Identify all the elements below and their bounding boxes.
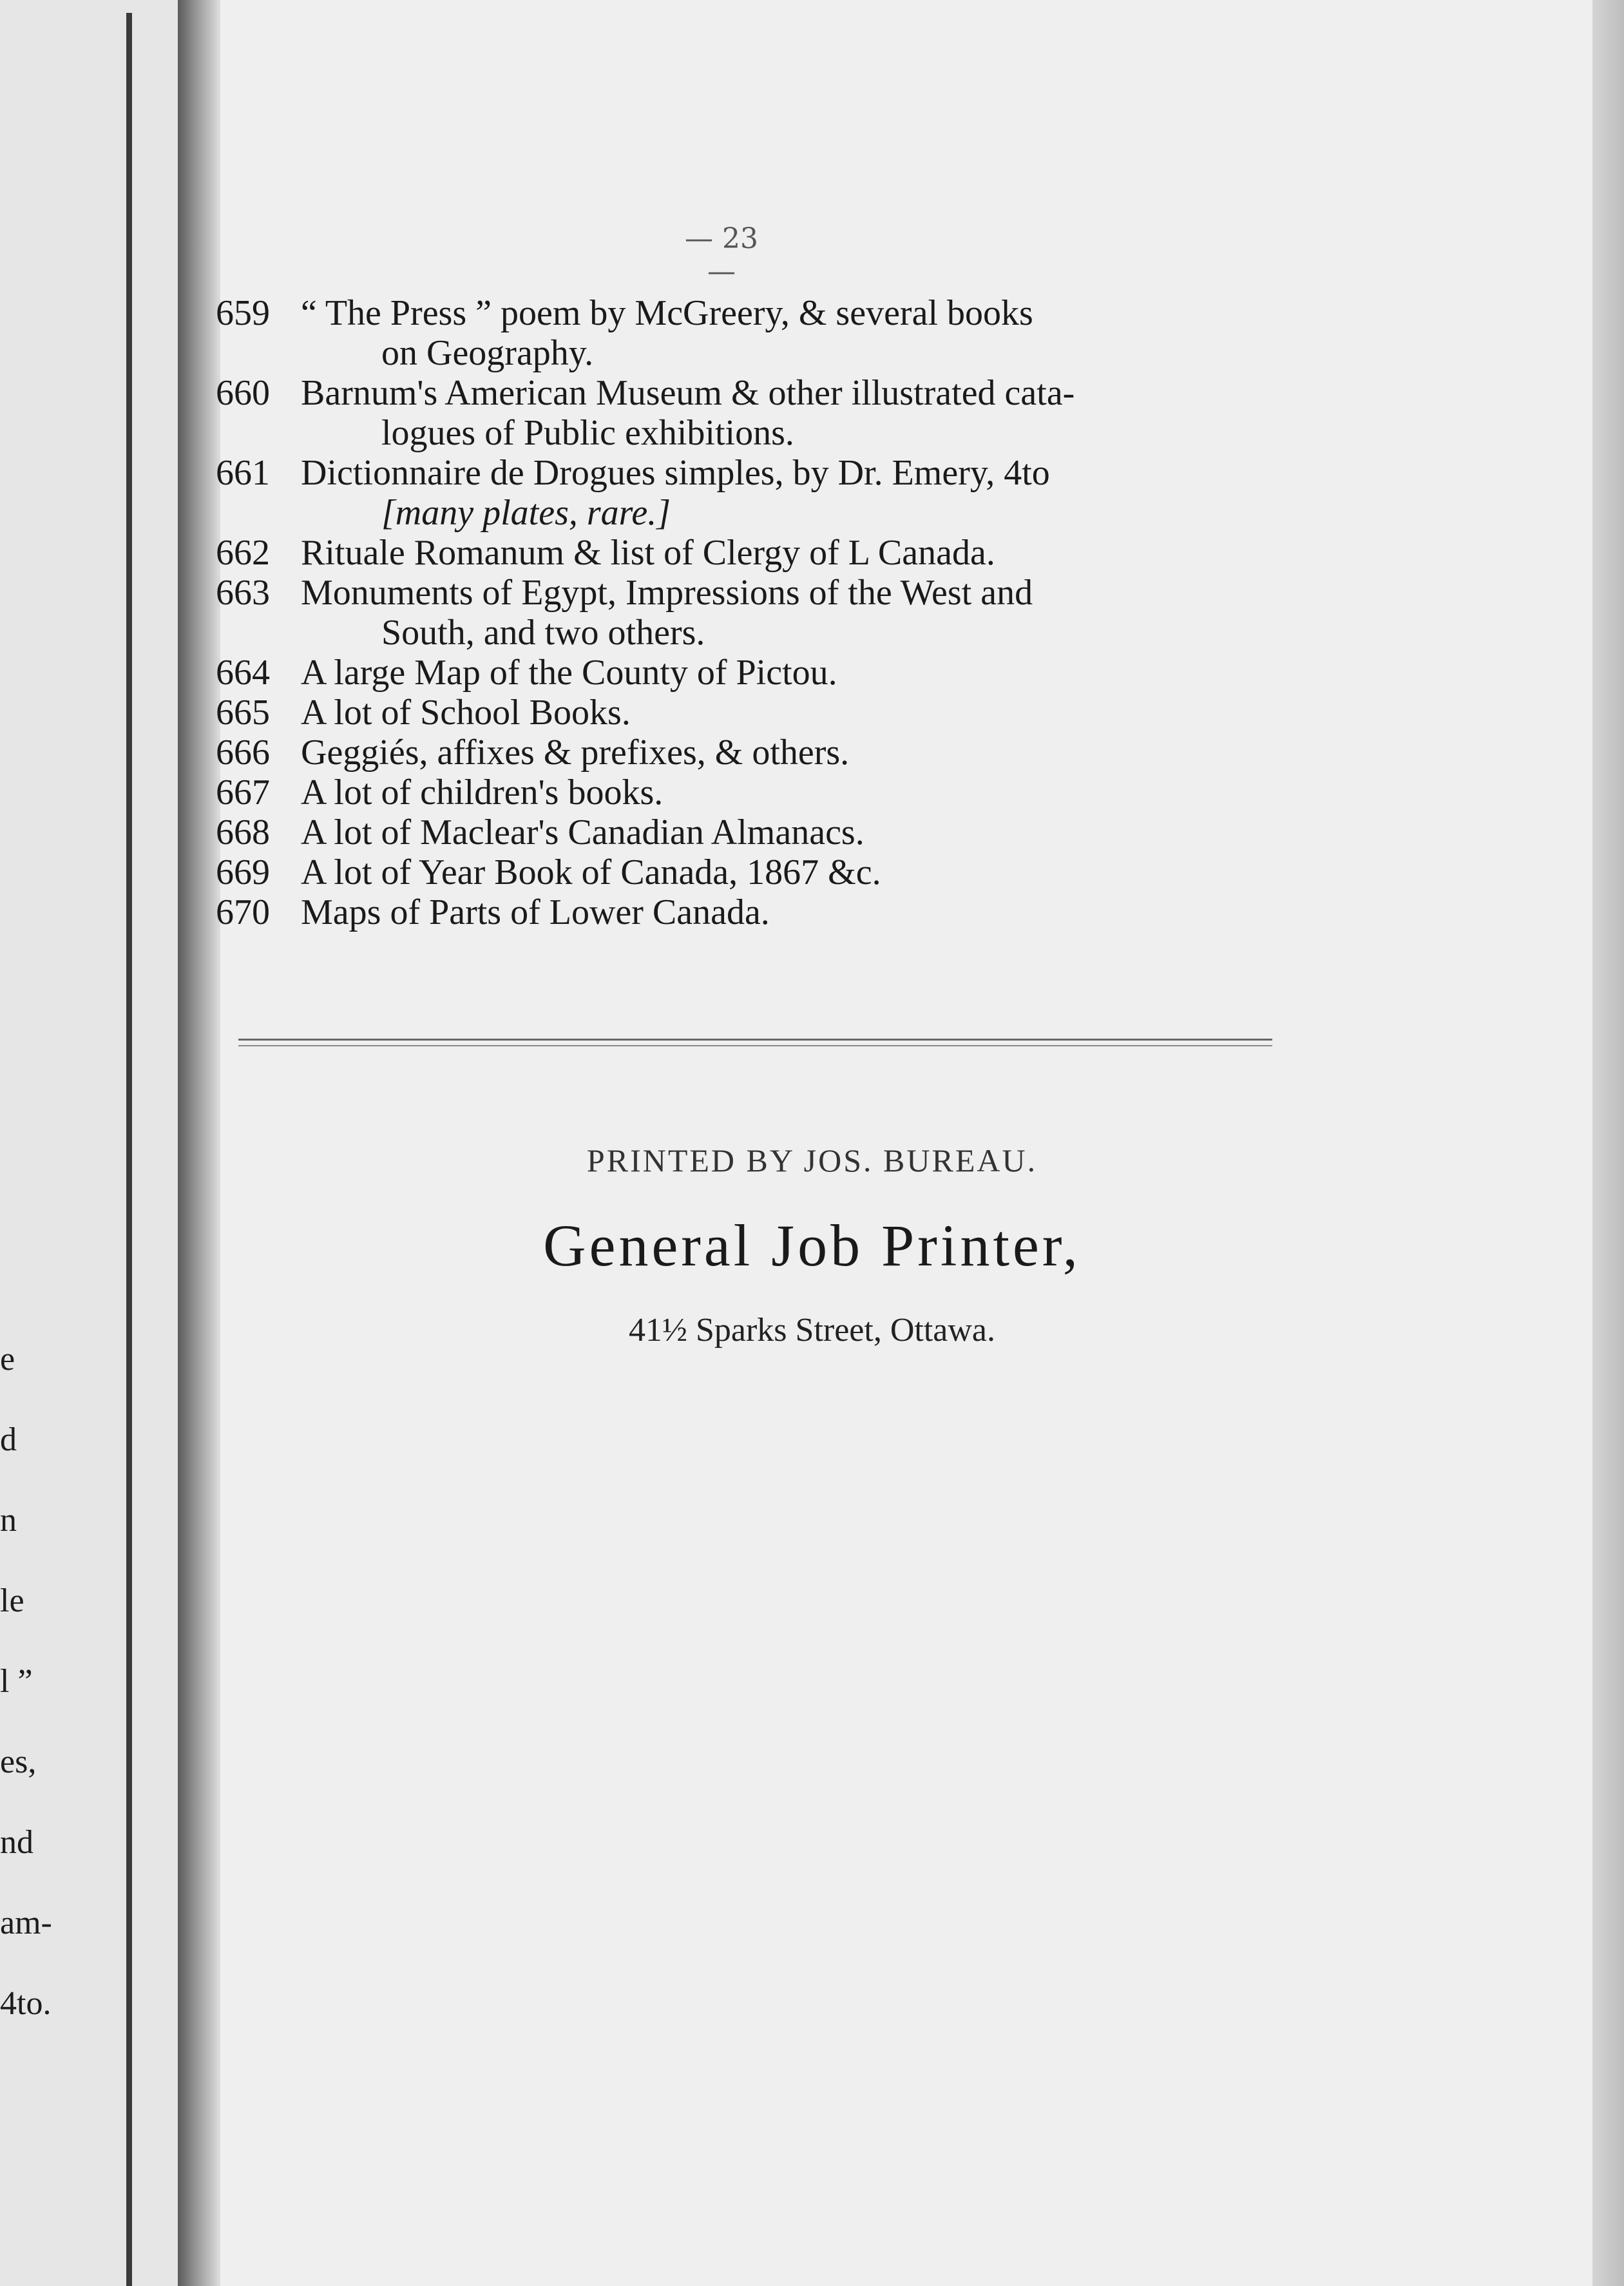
lot-description-continued: on Geography. [381,333,594,373]
list-item [216,533,1285,573]
previous-page-fragment: l ” [0,1663,33,1700]
lot-description: A lot of children's books. [301,773,664,812]
lot-description-continued: logues of Public exhibitions. [381,413,794,453]
list-item [216,773,1285,812]
lot-number: 665 [216,693,270,733]
list-item [216,812,1285,852]
lot-description: Dictionnaire de Drogues simples, by Dr. Emery, 4to [301,453,1050,493]
separator-rule-secondary [238,1045,1272,1046]
lot-number: 659 [216,293,270,333]
lot-description: Rituale Romanum & list of Clergy of L Canada. [301,533,995,573]
lot-description: Monuments of Egypt, Impressions of the West and [301,573,1033,613]
previous-page-fragment: 4to. [0,1985,52,2022]
previous-page-fragment: d [0,1421,17,1458]
lot-description: A large Map of the County of Pictou. [301,653,837,693]
lot-description: A lot of School Books. [301,693,631,733]
lot-number: 670 [216,892,270,932]
lot-description: Maps of Parts of Lower Canada. [301,892,770,932]
list-item [216,293,1285,373]
lot-number: 661 [216,453,270,493]
lot-description: A lot of Year Book of Canada, 1867 &c. [301,852,881,892]
lot-number: 662 [216,533,270,573]
previous-page-fragment: es, [0,1743,37,1780]
lot-number: 669 [216,852,270,892]
lot-number: 666 [216,733,270,773]
lot-description: Barnum's American Museum & other illustrated cata- [301,373,1075,413]
lot-description-continued [301,493,1285,533]
list-item [216,852,1285,892]
lot-description-italic: [many plates, rare.] [381,493,671,533]
list-item [216,453,1285,533]
separator-rule [238,1039,1272,1041]
lot-description: Geggiés, affixes & prefixes, & others. [301,733,850,773]
previous-page-fragment: le [0,1582,24,1619]
imprint-address: 41½ Sparks Street, Ottawa. [628,1312,995,1349]
lot-description: A lot of Maclear's Canadian Almanacs. [301,812,865,852]
previous-page-fragment: n [0,1502,17,1539]
previous-page-fragment: nd [0,1824,33,1861]
list-item [216,693,1285,733]
lot-number: 668 [216,812,270,852]
lot-number: 667 [216,773,270,812]
imprint-title: General Job Printer, [543,1213,1081,1278]
list-item [216,573,1285,653]
lot-description: “ The Press ” poem by McGreery, & several books [301,293,1033,333]
imprint-printed-by: PRINTED BY JOS. BUREAU. [586,1142,1038,1178]
page-number: — 23 — [685,222,758,288]
lot-description-continued: South, and two others. [381,613,705,653]
list-item [216,373,1285,453]
list-item [216,733,1285,773]
previous-page-fragment: am- [0,1905,52,1941]
previous-page-fragment: e [0,1341,15,1378]
list-item [216,892,1285,932]
lot-number: 660 [216,373,270,413]
list-item [216,653,1285,693]
catalogue-entries [216,293,1285,932]
lot-number: 663 [216,573,270,613]
lot-number: 664 [216,653,270,693]
